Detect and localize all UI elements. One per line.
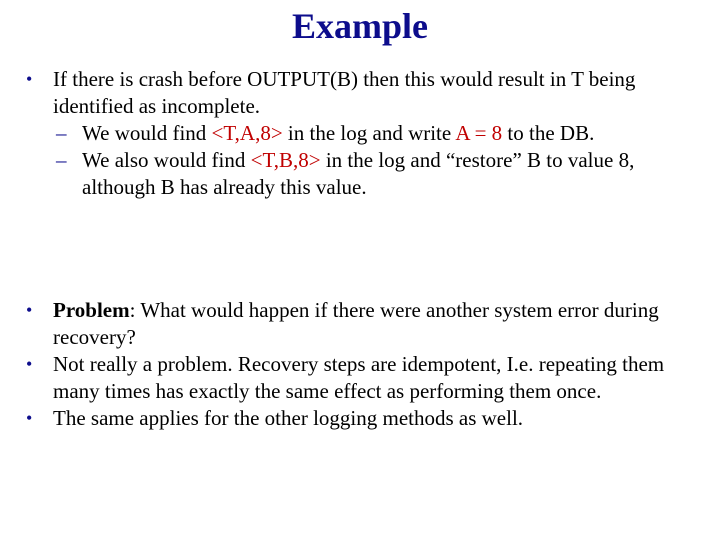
list-item	[24, 351, 704, 405]
list-item	[24, 66, 704, 120]
sub-text: in the log and “restore” B to value 8, although B has already this value.	[82, 148, 635, 199]
log-record-highlight: <T,B,8>	[250, 148, 321, 172]
sub-text: We would find	[82, 121, 212, 145]
bullet-text: If there is crash before OUTPUT(B) then this would result in T being identified as incomplete.	[53, 67, 636, 118]
sub-text: to the DB.	[502, 121, 595, 145]
dash-icon: –	[56, 121, 67, 145]
sub-list-item	[24, 147, 704, 201]
bullet-icon: •	[26, 354, 33, 374]
bullet-text: The same applies for the other logging methods as well.	[53, 406, 524, 430]
bullet-list-bottom	[24, 297, 704, 432]
bullet-text: : What would happen if there were another system error during recovery?	[53, 298, 659, 349]
dash-icon: –	[56, 148, 67, 172]
list-item	[24, 297, 704, 351]
bullet-icon: •	[26, 300, 33, 320]
bullet-list-top	[24, 66, 704, 201]
sub-text: in the log and write	[282, 121, 456, 145]
problem-label: Problem	[53, 298, 130, 322]
bullet-text: Not really a problem. Recovery steps are idempotent, I.e. repeating them many times has exactly the same effect as performing them once.	[53, 352, 665, 403]
sub-text: We also would find	[82, 148, 251, 172]
assignment-highlight: A = 8	[455, 121, 503, 145]
sub-list-item	[24, 120, 704, 147]
slide-title: Example	[291, 6, 428, 46]
bullet-icon: •	[26, 69, 33, 89]
log-record-highlight: <T,A,8>	[211, 121, 283, 145]
bullet-icon: •	[26, 408, 33, 428]
list-item	[24, 405, 704, 432]
